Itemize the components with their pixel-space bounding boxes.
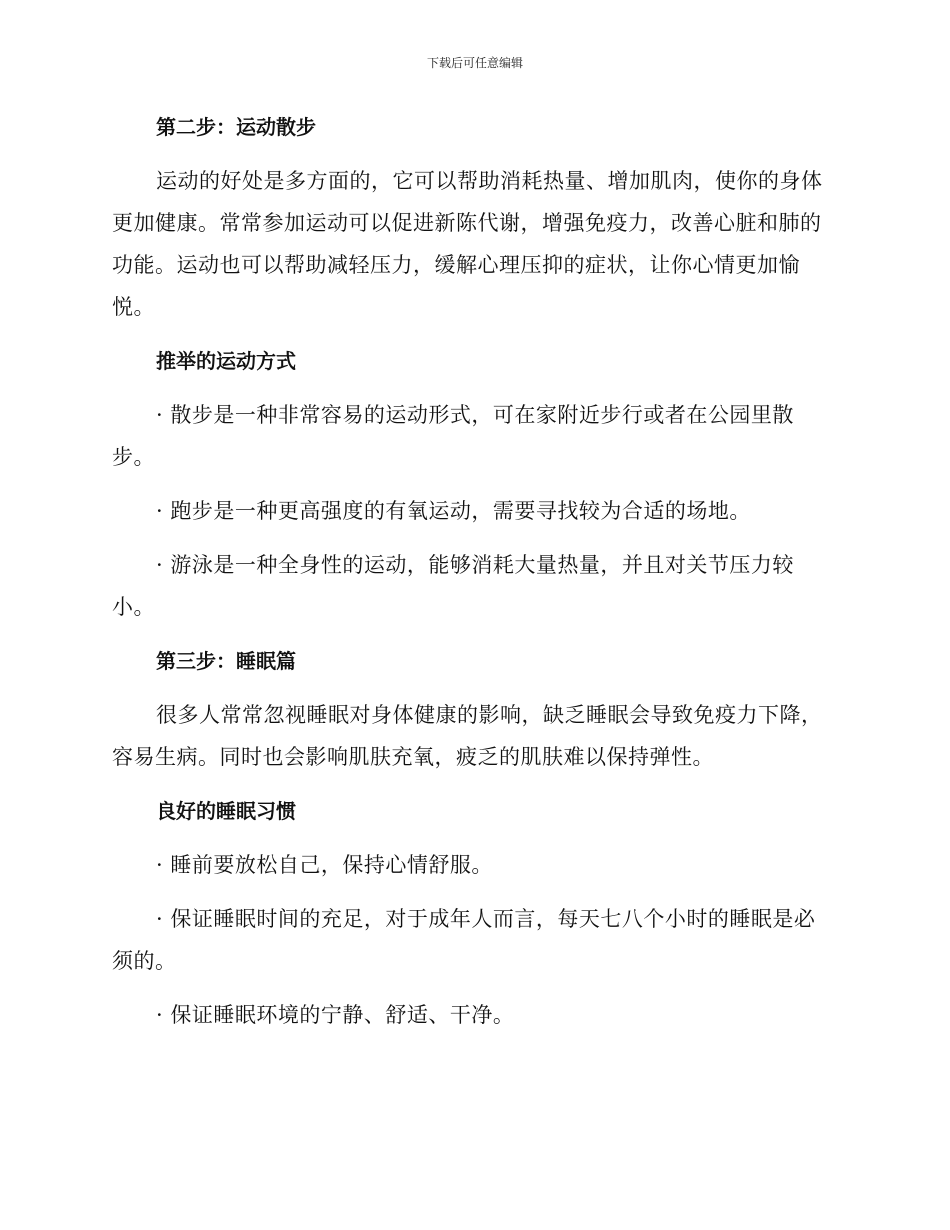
recommend-item-walking: · 散步是一种非常容易的运动形式，可在家附近步行或者在公园里散步。 (112, 403, 794, 469)
step2-paragraph: 运动的好处是多方面的，它可以帮助消耗热量、增加肌肉，使你的身体更加健康。常常参加运动可以促进新陈代谢，增强免疫力，改善心脏和肺的功能。运动也可以帮助减轻压力，缓解心理压抑的症状，让你心情更加愉悦。 (112, 169, 823, 319)
step3-heading: 第三步：睡眠篇 (156, 649, 296, 673)
recommend-heading: 推举的运动方式 (156, 349, 296, 373)
header-note: 下载后可任意编辑 (426, 56, 523, 70)
recommend-item-swimming: · 游泳是一种全身性的运动，能够消耗大量热量，并且对关节压力较小。 (112, 553, 794, 619)
recommend-item-running: · 跑步是一种更高强度的有氧运动，需要寻找较为合适的场地。 (156, 499, 751, 523)
step2-heading: 第二步：运动散步 (156, 115, 316, 139)
sleep-item-duration: · 保证睡眠时间的充足，对于成年人而言，每天七八个小时的睡眠是必须的。 (112, 907, 816, 973)
sleep-habits-heading: 良好的睡眠习惯 (156, 799, 296, 823)
step3-paragraph: 很多人常常忽视睡眠对身体健康的影响，缺乏睡眠会导致免疫力下降，容易生病。同时也会影响肌肤充氧，疲乏的肌肤难以保持弹性。 (112, 703, 823, 769)
sleep-item-environment: · 保证睡眠环境的宁静、舒适、干净。 (156, 1003, 515, 1027)
document-content (112, 106, 832, 1048)
sleep-item-relax: · 睡前要放松自己，保持心情舒服。 (156, 853, 493, 877)
